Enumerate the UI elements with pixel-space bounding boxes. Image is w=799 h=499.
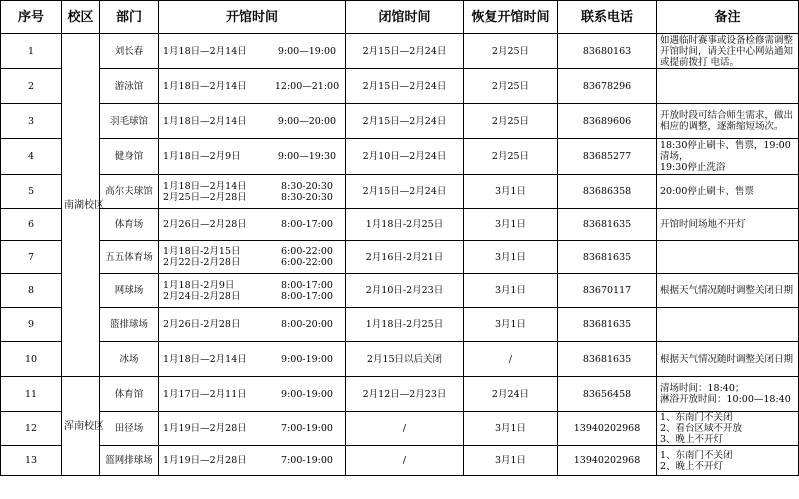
note-line: 1、东南门不关闭	[660, 412, 733, 423]
open-time-range: 9:00—19:30	[277, 151, 337, 162]
reopen-date: 2月24日	[464, 377, 558, 412]
header-phone: 联系电话	[558, 1, 657, 34]
note-line: 2、看台区域不开放	[660, 423, 743, 434]
open-hours	[159, 34, 346, 69]
reopen-date: 3月1日	[464, 241, 558, 274]
table-row	[1, 412, 799, 446]
open-date-range: 1月18日—2月14日	[163, 80, 247, 92]
open-period	[163, 319, 343, 330]
close-period: 2月15日—2月24日	[346, 175, 464, 209]
notes	[657, 69, 799, 104]
department-name: 田径场	[100, 412, 159, 446]
close-period: /	[346, 446, 464, 476]
reopen-date: /	[464, 342, 558, 377]
note-line: 18:30停止刷卡、售票，19:00清场，	[660, 140, 791, 162]
department-name: 篮网排球场	[100, 446, 159, 476]
open-period	[163, 257, 343, 268]
open-time-range: 12:00—21:00	[274, 80, 340, 92]
header-open: 开馆时间	[159, 1, 346, 34]
contact-phone: 83685277	[558, 139, 657, 175]
campus-cell: 南湖校区	[62, 34, 100, 377]
header-no: 序号	[1, 1, 62, 34]
contact-phone: 83681635	[558, 308, 657, 342]
open-period	[163, 151, 343, 162]
open-hours	[159, 241, 346, 274]
notes	[657, 34, 799, 69]
open-hours	[159, 175, 346, 209]
reopen-date: 3月1日	[464, 209, 558, 241]
table-row	[1, 342, 799, 377]
open-date-range: 2月22日-2月28日	[163, 257, 241, 268]
contact-phone: 83670117	[558, 274, 657, 308]
row-number: 11	[1, 377, 62, 412]
open-period	[163, 280, 343, 291]
open-hours	[159, 209, 346, 241]
open-date-range: 1月19日—2月28日	[163, 423, 247, 434]
note-line: 3、晚上不开灯	[660, 434, 724, 445]
close-period: 2月16日-2月21日	[346, 241, 464, 274]
close-period: 1月18日-2月25日	[346, 308, 464, 342]
contact-phone: 83681635	[558, 342, 657, 377]
notes	[657, 274, 799, 308]
note-line: 20:00停止刷卡、售票	[660, 186, 754, 197]
notes	[657, 377, 799, 412]
close-period: 1月18日-2月25日	[346, 209, 464, 241]
row-number: 12	[1, 412, 62, 446]
notes	[657, 446, 799, 476]
reopen-date: 3月1日	[464, 308, 558, 342]
open-time-range: 6:00-22:00	[281, 246, 333, 257]
reopen-date: 2月25日	[464, 69, 558, 104]
row-number: 5	[1, 175, 62, 209]
open-date-range: 1月18日—2月14日	[163, 180, 247, 192]
open-hours	[159, 308, 346, 342]
close-period: 2月12日—2月23日	[346, 377, 464, 412]
row-number: 13	[1, 446, 62, 476]
open-date-range: 1月18日-2月9日	[163, 279, 235, 291]
open-hours	[159, 446, 346, 476]
open-period	[163, 354, 343, 365]
note-line: 根据天气情况随时调整关闭日期	[660, 353, 794, 365]
reopen-date: 3月1日	[464, 412, 558, 446]
open-date-range: 1月18日—2月14日	[163, 353, 247, 365]
open-time-range: 7:00-19:00	[281, 423, 333, 434]
open-time-range: 8:30-20:30	[281, 180, 333, 192]
open-period	[163, 116, 343, 127]
notes	[657, 412, 799, 446]
row-number: 6	[1, 209, 62, 241]
campus-cell: 浑南校区	[62, 377, 100, 476]
open-time-range: 9:00-19:00	[281, 353, 333, 365]
note-line: 淋浴开放时间：10:00—18:40	[660, 394, 791, 405]
reopen-date: 3月1日	[464, 274, 558, 308]
table-row	[1, 34, 799, 69]
open-period	[163, 81, 343, 92]
close-period: 2月10日-2月23日	[346, 274, 464, 308]
table-row	[1, 308, 799, 342]
open-date-range: 1月19日—2月28日	[163, 455, 247, 466]
close-period: 2月10日—2月24日	[346, 139, 464, 175]
header-notes: 备注	[657, 1, 799, 34]
department-name: 羽毛球馆	[100, 104, 159, 139]
notes	[657, 175, 799, 209]
table-row	[1, 274, 799, 308]
open-time-range: 8:30-20:30	[281, 191, 333, 203]
reopen-date: 2月25日	[464, 34, 558, 69]
department-name: 游泳馆	[100, 69, 159, 104]
open-period	[163, 389, 343, 400]
open-time-range: 8:00-17:00	[281, 219, 333, 230]
open-time-range: 9:00-19:00	[281, 388, 333, 400]
row-number: 2	[1, 69, 62, 104]
open-time-range: 9:00—19:00	[277, 45, 337, 57]
table-body	[1, 34, 799, 476]
table-row	[1, 69, 799, 104]
contact-phone: 83656458	[558, 377, 657, 412]
row-number: 4	[1, 139, 62, 175]
note-line: 1、东南门不关闭	[660, 449, 733, 461]
note-line: 根据天气情况随时调整关闭日期	[660, 285, 794, 296]
contact-phone: 83678296	[558, 69, 657, 104]
reopen-date: 3月1日	[464, 175, 558, 209]
close-period: 2月15日—2月24日	[346, 69, 464, 104]
note-line: 2、晚上不开灯	[660, 460, 724, 472]
notes	[657, 241, 799, 274]
contact-phone: 83686358	[558, 175, 657, 209]
open-date-range: 1月18日-2月15日	[163, 246, 241, 257]
open-date-range: 1月18日—2月14日	[163, 45, 247, 57]
note-line: 清场时间：18:40；	[660, 383, 745, 394]
table-row	[1, 139, 799, 175]
contact-phone: 83681635	[558, 241, 657, 274]
table-row	[1, 209, 799, 241]
open-period	[163, 291, 343, 302]
open-time-range: 7:00-19:00	[281, 455, 333, 466]
contact-phone: 83689606	[558, 104, 657, 139]
header-campus: 校区	[62, 1, 100, 34]
open-time-range: 8:00-20:00	[281, 319, 333, 330]
close-period: /	[346, 412, 464, 446]
open-hours	[159, 69, 346, 104]
open-date-range: 1月17日—2月11日	[163, 388, 247, 400]
table-row	[1, 377, 799, 412]
department-name: 五五体育场	[100, 241, 159, 274]
open-date-range: 2月26日—2月28日	[163, 219, 247, 230]
department-name: 篮排球场	[100, 308, 159, 342]
open-period	[163, 46, 343, 57]
department-name: 高尔夫球馆	[100, 175, 159, 209]
open-date-range: 2月26日-2月28日	[163, 319, 241, 330]
row-number: 1	[1, 34, 62, 69]
open-hours	[159, 104, 346, 139]
department-name: 冰场	[100, 342, 159, 377]
note-line: 如遇临时赛事或设备检修需调整开馆时间，请关注中心网站通知或提前拨打 电话。	[660, 34, 794, 68]
department-name: 健身馆	[100, 139, 159, 175]
row-number: 10	[1, 342, 62, 377]
open-period	[163, 192, 343, 203]
open-time-range: 8:00-17:00	[281, 290, 333, 302]
table-row	[1, 241, 799, 274]
reopen-date: 2月25日	[464, 104, 558, 139]
open-period	[163, 219, 343, 230]
table-row	[1, 104, 799, 139]
header-close: 闭馆时间	[346, 1, 464, 34]
open-period	[163, 181, 343, 192]
open-date-range: 2月24日-2月28日	[163, 290, 241, 302]
notes	[657, 139, 799, 175]
department-name: 体育馆	[100, 377, 159, 412]
reopen-date: 2月25日	[464, 139, 558, 175]
open-date-range: 2月25日—2月28日	[163, 191, 247, 203]
open-time-range: 8:00-17:00	[281, 279, 333, 291]
open-hours	[159, 139, 346, 175]
row-number: 3	[1, 104, 62, 139]
open-date-range: 1月18日—2月14日	[163, 115, 247, 127]
note-line: 19:30停止洗浴	[660, 162, 726, 173]
note-line: 开馆时间场地不开灯	[660, 219, 746, 230]
close-period: 2月15日以后关闭	[346, 342, 464, 377]
contact-phone: 13940202968	[558, 446, 657, 476]
row-number: 8	[1, 274, 62, 308]
open-date-range: 1月18日—2月9日	[163, 151, 241, 162]
notes	[657, 209, 799, 241]
notes	[657, 342, 799, 377]
contact-phone: 83681635	[558, 209, 657, 241]
notes	[657, 104, 799, 139]
open-period	[163, 246, 343, 257]
department-name: 刘长春	[100, 34, 159, 69]
department-name: 体育场	[100, 209, 159, 241]
close-period: 2月15日—2月24日	[346, 34, 464, 69]
reopen-date: 3月1日	[464, 446, 558, 476]
department-name: 网球场	[100, 274, 159, 308]
open-hours	[159, 412, 346, 446]
header-row	[1, 1, 799, 34]
row-number: 7	[1, 241, 62, 274]
header-reopen: 恢复开馆时间	[464, 1, 558, 34]
table-row	[1, 446, 799, 476]
open-period	[163, 455, 343, 466]
close-period: 2月15日—2月24日	[346, 104, 464, 139]
open-time-range: 6:00-22:00	[281, 257, 333, 268]
note-line: 开放时段可结合师生需求，做出相应的调整，逐渐缩短场次。	[660, 110, 794, 132]
header-dept: 部门	[100, 1, 159, 34]
open-hours	[159, 274, 346, 308]
open-period	[163, 423, 343, 434]
contact-phone: 83680163	[558, 34, 657, 69]
row-number: 9	[1, 308, 62, 342]
open-hours	[159, 377, 346, 412]
open-hours	[159, 342, 346, 377]
open-time-range: 9:00—20:00	[277, 115, 337, 127]
contact-phone: 13940202968	[558, 412, 657, 446]
table-row	[1, 175, 799, 209]
notes	[657, 308, 799, 342]
